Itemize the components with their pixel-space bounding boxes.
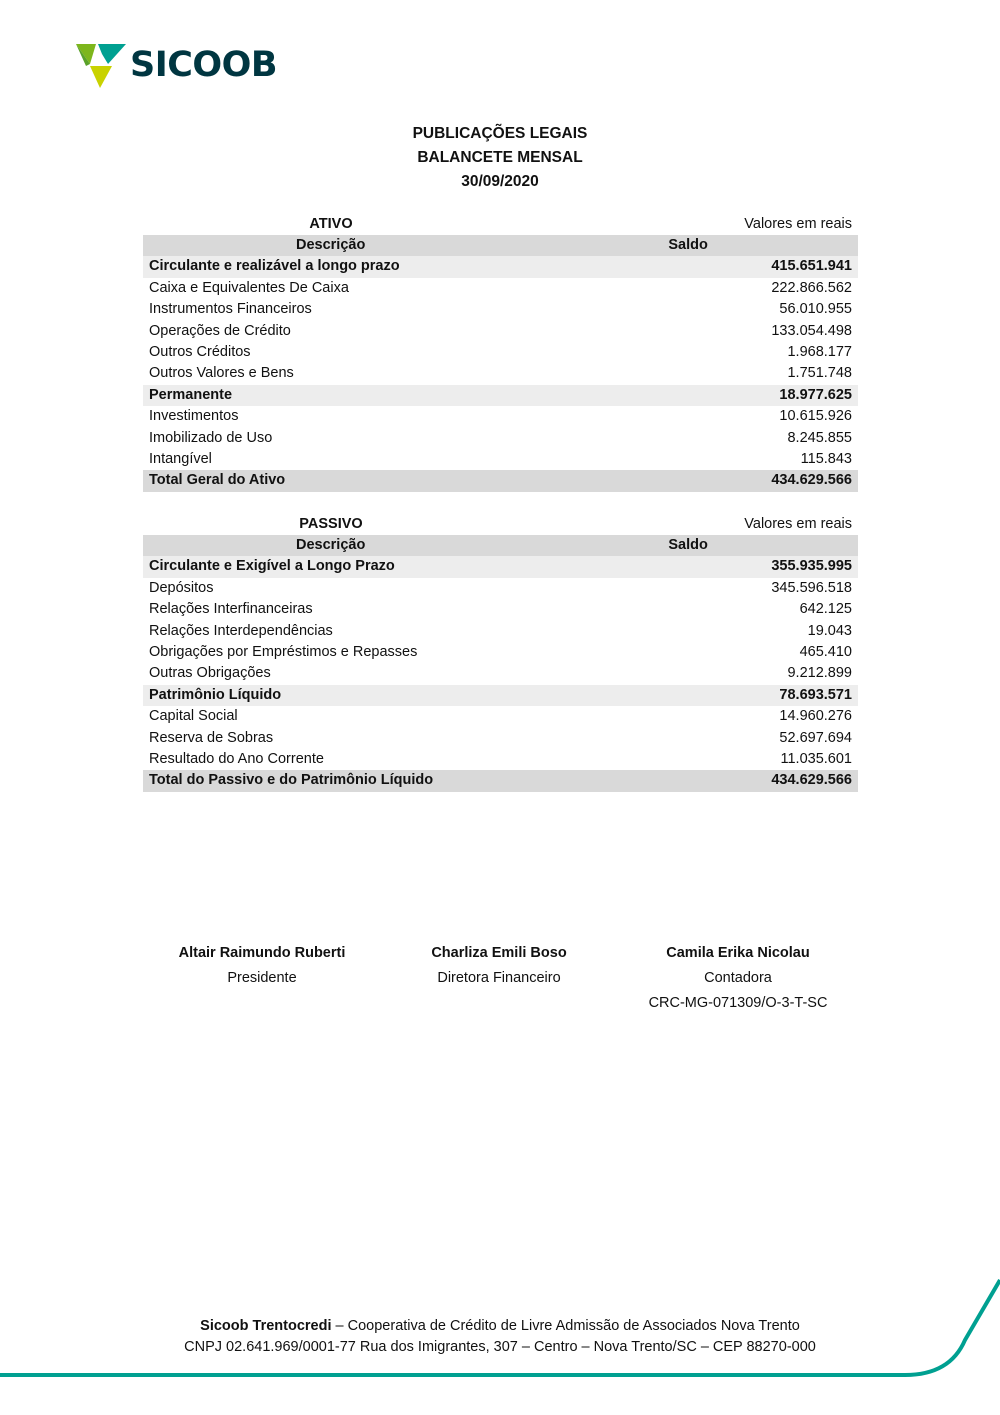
footer-company: Sicoob Trentocredi [200,1318,332,1334]
table-row [143,321,858,342]
ativo-column-header [143,235,858,256]
row-description: Instrumentos Financeiros [149,301,312,318]
row-value: 115.843 [800,450,852,467]
row-value: 78.693.571 [779,686,852,703]
row-description: Imobilizado de Uso [149,429,273,446]
table-row [143,363,858,384]
table-row [143,749,858,770]
title-date: 30/09/2020 [461,173,539,190]
table-row [143,342,858,363]
row-description: Total Geral do Ativo [149,472,286,489]
footer-address: CNPJ 02.641.969/0001-77 Rua dos Imigrantes, 307 – Centro – Nova Trento/SC – CEP 88270-000 [184,1339,816,1355]
table-row [143,578,858,599]
row-description: Total do Passivo e do Patrimônio Líquido [149,772,434,789]
title-publicacoes: PUBLICAÇÕES LEGAIS [412,125,588,142]
total-row [143,470,858,491]
table-row [143,642,858,663]
ativo-section [143,214,858,492]
passivo-units: Valores em reais [744,516,852,532]
row-value: 14.960.276 [779,708,852,725]
row-description: Outras Obrigações [149,665,271,682]
passivo-title: PASSIVO [299,516,363,532]
row-value: 10.615.926 [779,408,852,425]
row-description: Relações Interdependências [149,622,333,639]
signer-role: Presidente [227,970,297,986]
row-description: Relações Interfinanceiras [149,601,313,618]
row-description: Depósitos [149,579,214,596]
signer-role: Diretora Financeiro [437,970,561,986]
row-value: 1.968.177 [787,343,852,360]
signer-name: Camila Erika Nicolau [666,945,810,961]
row-value: 9.212.899 [787,665,852,682]
row-value: 642.125 [799,601,852,618]
row-value: 465.410 [799,643,852,660]
ativo-header [143,214,858,235]
table-row [143,449,858,470]
row-description: Permanente [149,386,233,403]
row-description: Outros Valores e Bens [149,365,294,382]
subtotal-row [143,256,858,277]
sicoob-triangle-icon [76,42,126,88]
row-value: 345.596.518 [771,579,852,596]
row-description: Reserva de Sobras [149,729,274,746]
subtotal-row [143,556,858,577]
table-row [143,621,858,642]
row-description: Investimentos [149,408,239,425]
table-row [143,299,858,320]
signer-name: Charliza Emili Boso [431,945,567,961]
row-value: 11.035.601 [780,750,852,767]
row-value: 434.629.566 [771,772,852,789]
row-value: 355.935.995 [771,558,852,575]
signature-director [379,941,619,991]
subtotal-row [143,385,858,406]
sicoob-logo [76,42,277,88]
row-description: Circulante e realizável a longo prazo [149,258,400,275]
row-value: 8.245.855 [787,429,852,446]
row-description: Obrigações por Empréstimos e Repasses [149,643,418,660]
footer-line1 [0,1316,1000,1337]
ativo-title: ATIVO [309,216,353,232]
table-row [143,599,858,620]
table-row [143,406,858,427]
signature-president [142,941,382,991]
col-descricao: Descrição [296,237,366,253]
row-description: Patrimônio Líquido [149,686,282,703]
footer [0,1316,1000,1358]
passivo-section [143,514,858,792]
col-saldo: Saldo [668,237,708,253]
footer-description: – Cooperativa de Crédito de Livre Admissão de Associados Nova Trento [331,1318,800,1334]
passivo-column-header [143,535,858,556]
col-descricao: Descrição [296,537,366,553]
row-description: Circulante e Exigível a Longo Prazo [149,558,395,575]
table-row [143,706,858,727]
row-value: 222.866.562 [771,279,852,296]
ativo-units: Valores em reais [744,216,852,232]
signature-accountant [618,941,858,1016]
row-value: 56.010.955 [779,301,852,318]
row-description: Operações de Crédito [149,322,291,339]
subtotal-row [143,685,858,706]
row-value: 1.751.748 [787,365,852,382]
table-row [143,428,858,449]
table-row [143,278,858,299]
row-value: 52.697.694 [779,729,852,746]
row-description: Resultado do Ano Corrente [149,750,324,767]
passivo-rows [143,556,858,791]
table-row [143,728,858,749]
total-row [143,770,858,791]
row-value: 19.043 [807,622,852,639]
row-description: Outros Créditos [149,343,251,360]
brand-name: SICOOB [130,44,278,85]
signer-name: Altair Raimundo Ruberti [178,945,346,961]
signer-role: Contadora [704,970,772,986]
row-value: 18.977.625 [779,386,852,403]
row-value: 133.054.498 [771,322,852,339]
row-value: 434.629.566 [771,472,852,489]
col-saldo: Saldo [668,537,708,553]
table-row [143,663,858,684]
row-description: Caixa e Equivalentes De Caixa [149,279,349,296]
row-description: Capital Social [149,708,238,725]
document-title [0,122,1000,194]
row-value: 415.651.941 [771,258,852,275]
title-balancete: BALANCETE MENSAL [417,149,583,166]
passivo-header [143,514,858,535]
ativo-rows [143,256,858,491]
row-description: Intangível [149,450,212,467]
signer-registration: CRC-MG-071309/O-3-T-SC [648,995,828,1011]
